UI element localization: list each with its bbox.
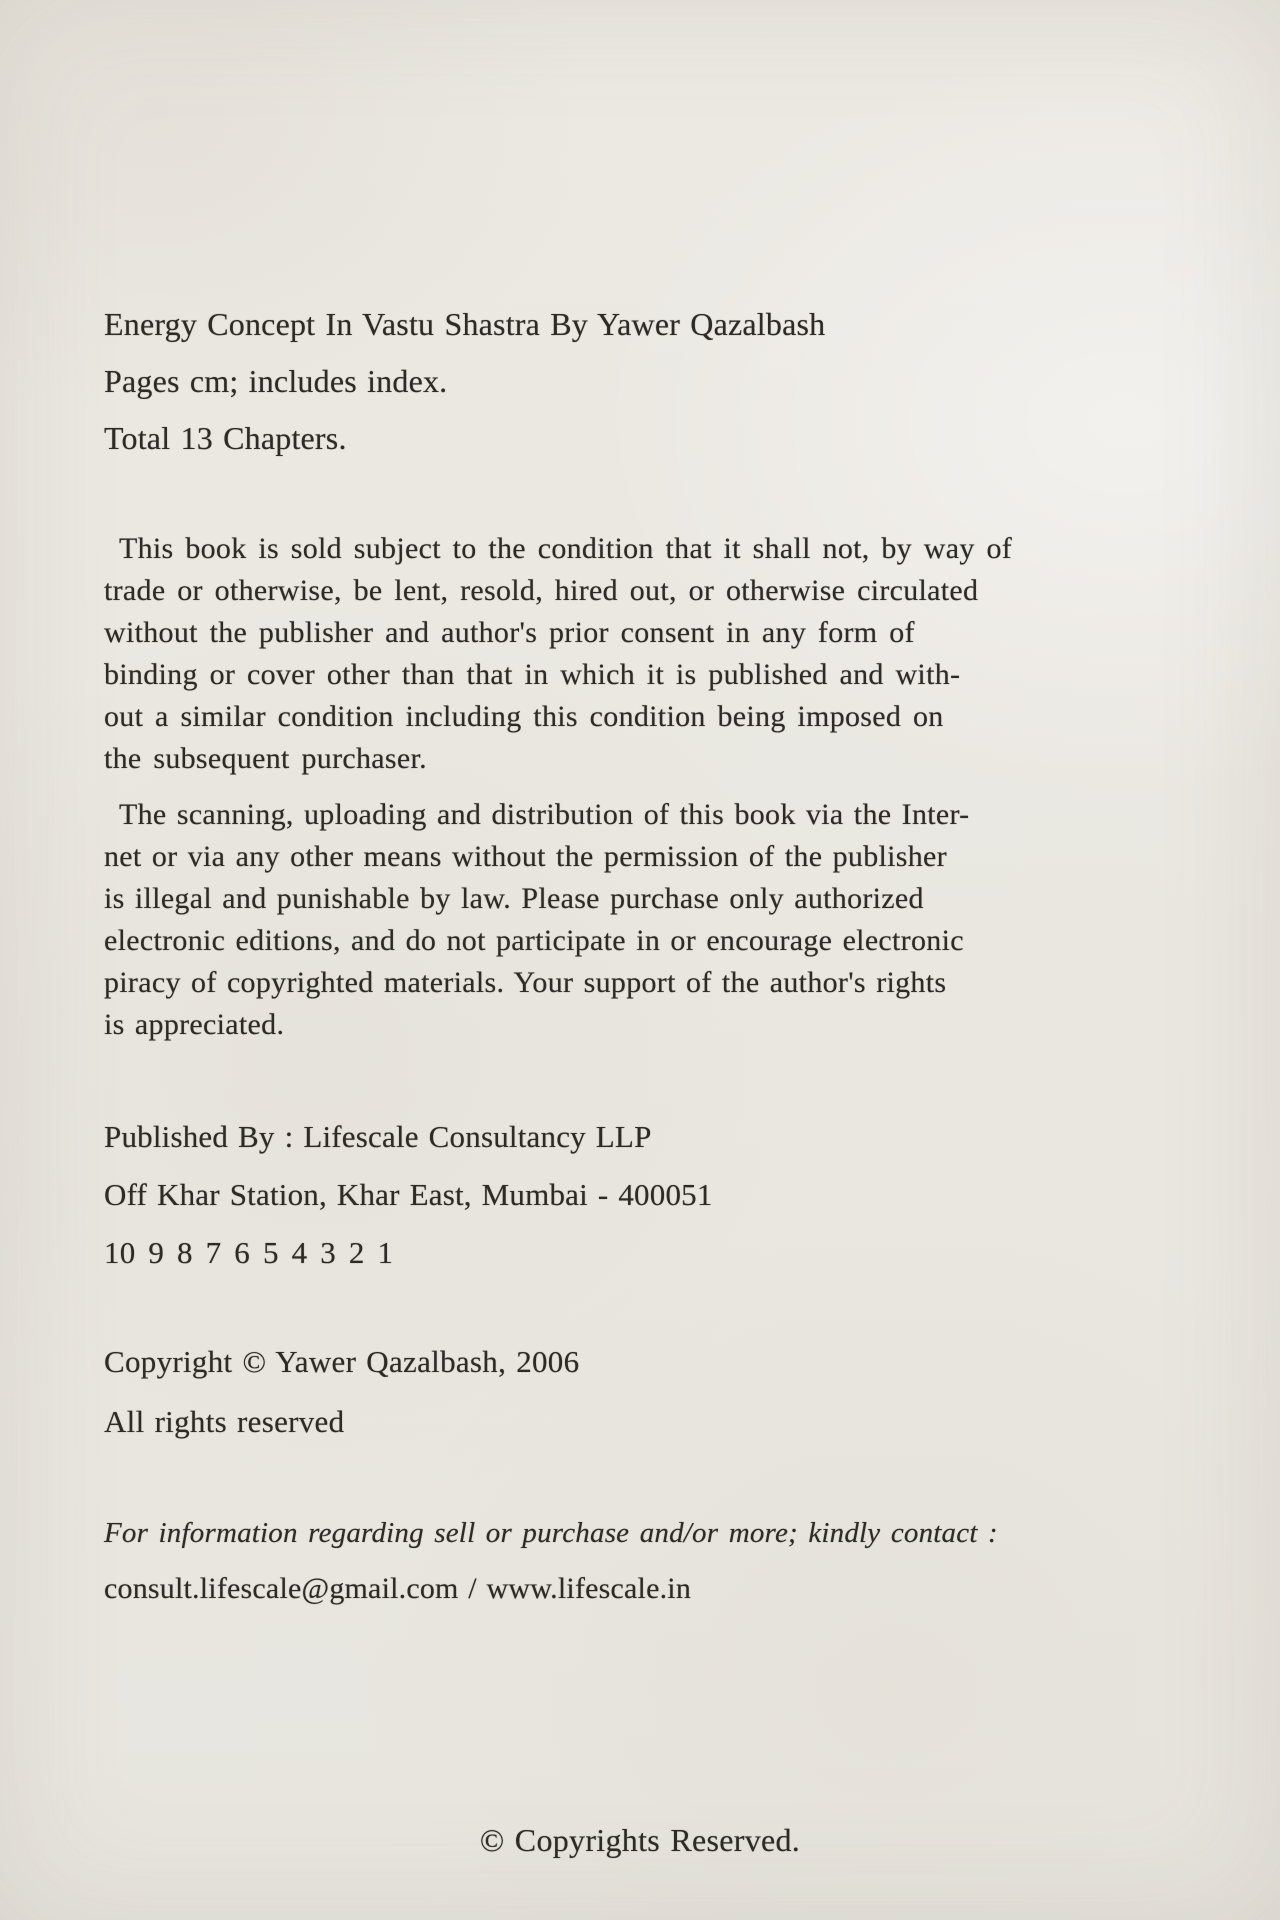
sale-condition-line: without the publisher and author's prior consent in any form of xyxy=(104,616,915,649)
pages-info-line: Pages cm; includes index. xyxy=(104,363,448,399)
piracy-notice-line: piracy of copyrighted materials. Your support of the author's rights xyxy=(104,966,947,999)
print-run-numbers-line: 10 9 8 7 6 5 4 3 2 1 xyxy=(104,1235,394,1270)
copyright-info xyxy=(104,1332,579,1452)
publisher-address-line: Off Khar Station, Khar East, Mumbai - 400051 xyxy=(104,1177,713,1212)
sale-condition-line: out a similar condition including this condition being imposed on xyxy=(104,700,944,733)
piracy-notice-line: net or via any other means without the permission of the publisher xyxy=(104,840,947,873)
sale-condition-paragraph xyxy=(104,528,1012,780)
contact-note-line: For information regarding sell or purchase and/or more; kindly contact : xyxy=(104,1517,998,1549)
contact-email-website-line: consult.lifescale@gmail.com / www.lifescale.in xyxy=(104,1572,692,1605)
contact-info xyxy=(104,1506,998,1616)
chapters-info-line: Total 13 Chapters. xyxy=(104,420,347,456)
piracy-notice-line: electronic editions, and do not participate in or encourage electronic xyxy=(104,924,964,957)
sale-condition-line: This book is sold subject to the condition that it shall not, by way of xyxy=(119,532,1013,565)
piracy-notice-line: The scanning, uploading and distribution of this book via the Inter- xyxy=(119,798,970,831)
sale-condition-line: binding or cover other than that in which it is published and with- xyxy=(104,658,961,691)
sale-condition-line: the subsequent purchaser. xyxy=(104,742,427,775)
copyrights-reserved-footer xyxy=(0,1820,1280,1860)
publisher-info xyxy=(104,1108,713,1282)
published-by-line: Published By : Lifescale Consultancy LLP xyxy=(104,1119,652,1154)
bibliographic-header xyxy=(104,296,825,467)
book-title-line: Energy Concept In Vastu Shastra By Yawer Qazalbash xyxy=(104,306,826,342)
piracy-notice-paragraph xyxy=(104,794,969,1046)
copyright-notice-line: Copyright © Yawer Qazalbash, 2006 xyxy=(104,1344,580,1379)
sale-condition-line: trade or otherwise, be lent, resold, hired out, or otherwise circulated xyxy=(104,574,979,607)
piracy-notice-line: is illegal and punishable by law. Please purchase only authorized xyxy=(104,882,924,915)
footer-text: © Copyrights Reserved. xyxy=(479,1822,801,1858)
piracy-notice-line: is appreciated. xyxy=(104,1008,285,1041)
all-rights-reserved-line: All rights reserved xyxy=(104,1404,345,1439)
